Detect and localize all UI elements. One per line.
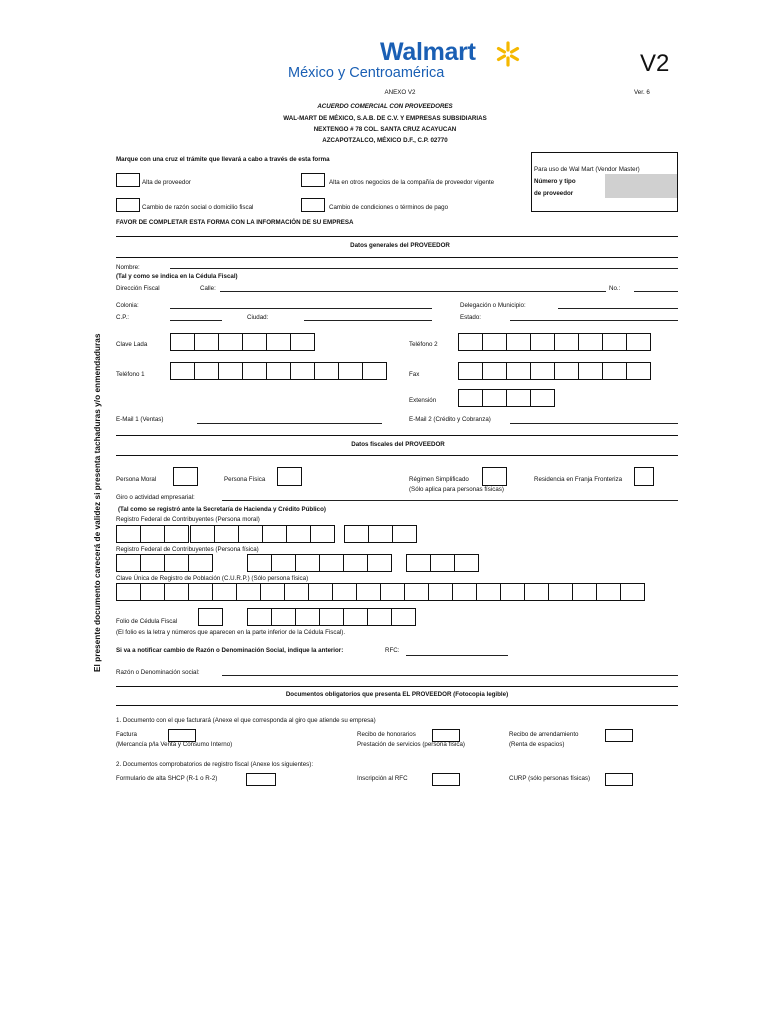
char-box[interactable] (116, 525, 141, 543)
address-line-1: NEXTENGO # 78 COL. SANTA CRUZ ACAYUCAN (313, 126, 457, 133)
rfc-moral-boxes[interactable] (116, 525, 188, 543)
rfc-moral-homoclave-boxes[interactable] (344, 525, 416, 543)
curp-doc-label: CURP (sólo personas físicas) (509, 775, 591, 782)
factura-label: Factura (116, 731, 137, 738)
extension-boxes[interactable] (458, 389, 554, 407)
documentos-item1: 1. Documento con el que facturará (Anexe el que corresponda al giro que atiende su empresa) (116, 717, 376, 724)
address-line-2: AZCAPOTZALCO, MÉXICO D.F., C.P. 02770 (322, 137, 448, 144)
ciudad-label: Ciudad: (247, 314, 269, 321)
char-box[interactable] (140, 554, 165, 572)
digit-box[interactable] (482, 362, 507, 380)
option-alta-proveedor: Alta de proveedor (142, 179, 191, 186)
char-box[interactable] (260, 583, 285, 601)
vendor-number-label-1: Número y tipo (534, 178, 576, 185)
char-box[interactable] (367, 608, 392, 626)
validity-side-note (92, 334, 102, 672)
persona-moral-label: Persona Moral (116, 476, 157, 483)
char-box[interactable] (238, 525, 263, 543)
char-box[interactable] (476, 583, 501, 601)
digit-box[interactable] (530, 389, 555, 407)
char-box[interactable] (284, 583, 309, 601)
section-rule (116, 705, 678, 706)
char-box[interactable] (140, 583, 165, 601)
digit-box[interactable] (290, 362, 315, 380)
ciudad-field[interactable] (304, 320, 432, 321)
digit-box[interactable] (626, 333, 651, 351)
char-box[interactable] (343, 608, 368, 626)
digit-box[interactable] (314, 362, 339, 380)
digit-box[interactable] (482, 389, 507, 407)
estado-label: Estado: (460, 314, 481, 321)
folio-label: Folio de Cédula Fiscal (116, 618, 178, 625)
digit-box[interactable] (218, 362, 243, 380)
curp-boxes[interactable] (116, 583, 644, 601)
char-box[interactable] (368, 525, 393, 543)
colonia-field[interactable] (170, 308, 432, 309)
char-box[interactable] (428, 583, 453, 601)
section-rule (116, 257, 678, 258)
annex-label: ANEXO V2 (384, 89, 416, 96)
char-box[interactable] (367, 554, 392, 572)
fax-boxes[interactable] (458, 362, 650, 380)
digit-box[interactable] (506, 362, 531, 380)
digit-box[interactable] (194, 362, 219, 380)
telefono1-boxes[interactable] (170, 362, 386, 380)
char-box[interactable] (271, 554, 296, 572)
persona-moral-checkbox[interactable] (173, 467, 198, 486)
telefono2-boxes[interactable] (458, 333, 650, 351)
char-box[interactable] (343, 554, 368, 572)
delegacion-label: Delegación o Municipio: (460, 302, 526, 309)
char-box[interactable] (247, 608, 272, 626)
digit-box[interactable] (506, 333, 531, 351)
char-box[interactable] (319, 554, 344, 572)
section-heading-documentos: Documentos obligatorios que presenta EL PROVEEDOR (Fotocopia legible) (285, 691, 509, 698)
documentos-item2: 2. Documentos comprobatorios de registro fiscal (Anexe los siguientes): (116, 761, 314, 768)
rfc-fisica-boxes[interactable] (116, 554, 212, 572)
digit-box[interactable] (218, 333, 243, 351)
arrendamiento-checkbox[interactable] (605, 729, 633, 742)
company-line: WAL-MART DE MÉXICO, S.A.B. DE C.V. Y EMPRESAS SUBSIDIARIAS (283, 115, 487, 122)
char-box[interactable] (548, 583, 573, 601)
char-box[interactable] (452, 583, 477, 601)
calle-field[interactable] (220, 291, 606, 292)
honorarios-note: Prestación de servicios (persona física) (357, 741, 465, 748)
razon-label: Razón o Denominación social: (116, 669, 200, 676)
char-box[interactable] (262, 525, 287, 543)
digit-box[interactable] (290, 333, 315, 351)
email2-field[interactable] (510, 423, 678, 424)
giro-label: Giro o actividad empresarial: (116, 494, 195, 501)
digit-box[interactable] (506, 389, 531, 407)
rfc-moral-date-boxes[interactable] (190, 525, 334, 543)
section-heading-fiscales: Datos fiscales del PROVEEDOR (351, 441, 445, 448)
rfc-moral-label: Registro Federal de Contribuyentes (Persona moral) (116, 516, 260, 523)
rfc-fisica-date-boxes[interactable] (247, 554, 391, 572)
nombre-field[interactable] (170, 268, 678, 269)
option-cambio-razon-social: Cambio de razón social o domicilio fiscal (142, 204, 254, 211)
favor-instruction: FAVOR DE COMPLETAR ESTA FORMA CON LA INFORMACIÓN DE SU EMPRESA (116, 219, 354, 226)
char-box[interactable] (188, 554, 213, 572)
char-box[interactable] (356, 583, 381, 601)
digit-box[interactable] (242, 362, 267, 380)
char-box[interactable] (286, 525, 311, 543)
char-box[interactable] (572, 583, 597, 601)
nombre-note: (Tal y como se indica en la Cédula Fiscal) (116, 273, 238, 280)
arrendamiento-label: Recibo de arrendamiento (509, 731, 579, 738)
email1-field[interactable] (197, 423, 382, 424)
digit-box[interactable] (242, 333, 267, 351)
clave-lada-label: Clave Lada (116, 341, 148, 348)
char-box[interactable] (295, 554, 320, 572)
fax-label: Fax (409, 371, 420, 378)
extension-label: Extensión (409, 397, 437, 404)
char-box[interactable] (212, 583, 237, 601)
digit-box[interactable] (578, 362, 603, 380)
direccion-label: Dirección Fiscal (116, 285, 160, 292)
colonia-label: Colonia: (116, 302, 139, 309)
char-box[interactable] (596, 583, 621, 601)
razon-field[interactable] (222, 675, 678, 676)
char-box[interactable] (190, 525, 215, 543)
vendor-number-field[interactable] (605, 174, 677, 198)
char-box[interactable] (116, 554, 141, 572)
option-cambio-condiciones: Cambio de condiciones o términos de pago (329, 204, 449, 211)
section-heading-generales: Datos generales del PROVEEDOR (350, 242, 450, 249)
folio-note: (El folio es la letra y números que aparecen en la parte inferior de la Cédula Fiscal). (116, 629, 346, 636)
rfc-label: RFC: (385, 647, 400, 654)
rfc-anterior-field[interactable] (406, 655, 508, 656)
char-box[interactable] (620, 583, 645, 601)
char-box[interactable] (332, 583, 357, 601)
factura-note: (Mercancía p/la Venta y Consumo Interno) (116, 741, 233, 748)
char-box[interactable] (404, 583, 429, 601)
calle-label: Calle: (200, 285, 216, 292)
side-note-text: El presente documento carecerá de validez si presenta tachaduras y/o enmendaduras (92, 333, 102, 672)
char-box[interactable] (310, 525, 335, 543)
section-rule (116, 686, 678, 687)
char-box[interactable] (430, 554, 455, 572)
logo-subtitle: México y Centroamérica (288, 65, 445, 81)
email2-label: E-Mail 2 (Crédito y Cobranza) (409, 416, 491, 423)
curp-doc-checkbox[interactable] (605, 773, 633, 786)
digit-box[interactable] (194, 333, 219, 351)
char-box[interactable] (214, 525, 239, 543)
folio-letter-box[interactable] (198, 608, 223, 626)
section-rule (116, 435, 678, 436)
rfc-fisica-label: Registro Federal de Contribuyentes (Persona física) (116, 546, 259, 553)
char-box[interactable] (116, 583, 141, 601)
digit-box[interactable] (482, 333, 507, 351)
formulario-checkbox[interactable] (246, 773, 276, 786)
char-box[interactable] (524, 583, 549, 601)
digit-box[interactable] (458, 389, 483, 407)
regimen-note: (Sólo aplica para personas físicas) (409, 486, 504, 493)
cp-label: C.P.: (116, 314, 129, 321)
delegacion-field[interactable] (558, 308, 678, 309)
logo-word: Walmart (380, 38, 476, 66)
walmart-logo (288, 38, 528, 84)
digit-box[interactable] (602, 362, 627, 380)
persona-fisica-label: Persona Física (224, 476, 266, 483)
char-box[interactable] (188, 583, 213, 601)
option-alta-otros-negocios: Alta en otros negocios de la compañía de proveedor vigente (329, 179, 495, 186)
vendor-master-label: Para uso de Wal Mart (Vendor Master) (534, 166, 640, 173)
vendor-number-label-2: de proveedor (534, 190, 574, 197)
telefono1-label: Teléfono 1 (116, 371, 145, 378)
char-box[interactable] (319, 608, 344, 626)
char-box[interactable] (391, 608, 416, 626)
arrendamiento-note: (Renta de espacios) (509, 741, 565, 748)
digit-box[interactable] (458, 333, 483, 351)
no-field[interactable] (634, 291, 678, 292)
rfc-fisica-homoclave-boxes[interactable] (406, 554, 478, 572)
cambio-label: Si va a notificar cambio de Razón o Denominación Social, indique la anterior: (116, 647, 344, 654)
checkbox-alta-proveedor[interactable] (116, 173, 140, 187)
regimen-label: Régimen Simplificado (409, 476, 469, 483)
checkbox-cambio-condiciones[interactable] (301, 198, 325, 212)
char-box[interactable] (295, 608, 320, 626)
char-box[interactable] (247, 554, 272, 572)
nombre-label: Nombre: (116, 264, 140, 271)
section-rule (116, 236, 678, 237)
digit-box[interactable] (602, 333, 627, 351)
spark-icon (494, 40, 522, 68)
char-box[interactable] (380, 583, 405, 601)
char-box[interactable] (164, 583, 189, 601)
formulario-label: Formulario de alta SHCP (R-1 o R-2) (116, 775, 218, 782)
residencia-checkbox[interactable] (634, 467, 654, 486)
digit-box[interactable] (362, 362, 387, 380)
form-version: Ver. 6 (634, 89, 650, 96)
digit-box[interactable] (458, 362, 483, 380)
email1-label: E-Mail 1 (Ventas) (116, 416, 164, 423)
char-box[interactable] (140, 525, 165, 543)
form-title: ACUERDO COMERCIAL CON PROVEEDORES (317, 103, 453, 110)
char-box[interactable] (344, 525, 369, 543)
version-label: V2 (640, 50, 670, 77)
inscripcion-label: Inscripción al RFC (357, 775, 408, 782)
digit-box[interactable] (338, 362, 363, 380)
digit-box[interactable] (266, 333, 291, 351)
persona-fisica-checkbox[interactable] (277, 467, 302, 486)
residencia-label: Residencia en Franja Fronteriza (534, 476, 623, 483)
cp-field[interactable] (170, 320, 222, 321)
char-box[interactable] (454, 554, 479, 572)
estado-field[interactable] (510, 320, 678, 321)
char-box[interactable] (164, 554, 189, 572)
digit-box[interactable] (530, 362, 555, 380)
section-rule (116, 455, 678, 456)
char-box[interactable] (164, 525, 189, 543)
telefono2-label: Teléfono 2 (409, 341, 438, 348)
char-box[interactable] (392, 525, 417, 543)
digit-box[interactable] (266, 362, 291, 380)
checkbox-alta-otros-negocios[interactable] (301, 173, 325, 187)
char-box[interactable] (271, 608, 296, 626)
registro-note: (Tal como se registró ante la Secretaría de Hacienda y Crédito Público) (118, 506, 326, 513)
giro-field[interactable] (222, 500, 678, 501)
digit-box[interactable] (170, 362, 195, 380)
clave-lada-boxes[interactable] (170, 333, 314, 351)
digit-box[interactable] (578, 333, 603, 351)
digit-box[interactable] (170, 333, 195, 351)
tramite-instruction: Marque con una cruz el trámite que llevará a cabo a través de esta forma (116, 156, 330, 163)
digit-box[interactable] (554, 333, 579, 351)
honorarios-label: Recibo de honorarios (357, 731, 416, 738)
char-box[interactable] (308, 583, 333, 601)
char-box[interactable] (406, 554, 431, 572)
no-label: No.: (609, 285, 621, 292)
digit-box[interactable] (530, 333, 555, 351)
inscripcion-checkbox[interactable] (432, 773, 460, 786)
folio-number-boxes[interactable] (247, 608, 415, 626)
char-box[interactable] (500, 583, 525, 601)
char-box[interactable] (236, 583, 261, 601)
checkbox-cambio-razon-social[interactable] (116, 198, 140, 212)
regimen-checkbox[interactable] (482, 467, 507, 486)
digit-box[interactable] (554, 362, 579, 380)
curp-label: Clave Única de Registro de Población (C.U.R.P.) (Sólo persona física) (116, 575, 309, 582)
digit-box[interactable] (626, 362, 651, 380)
